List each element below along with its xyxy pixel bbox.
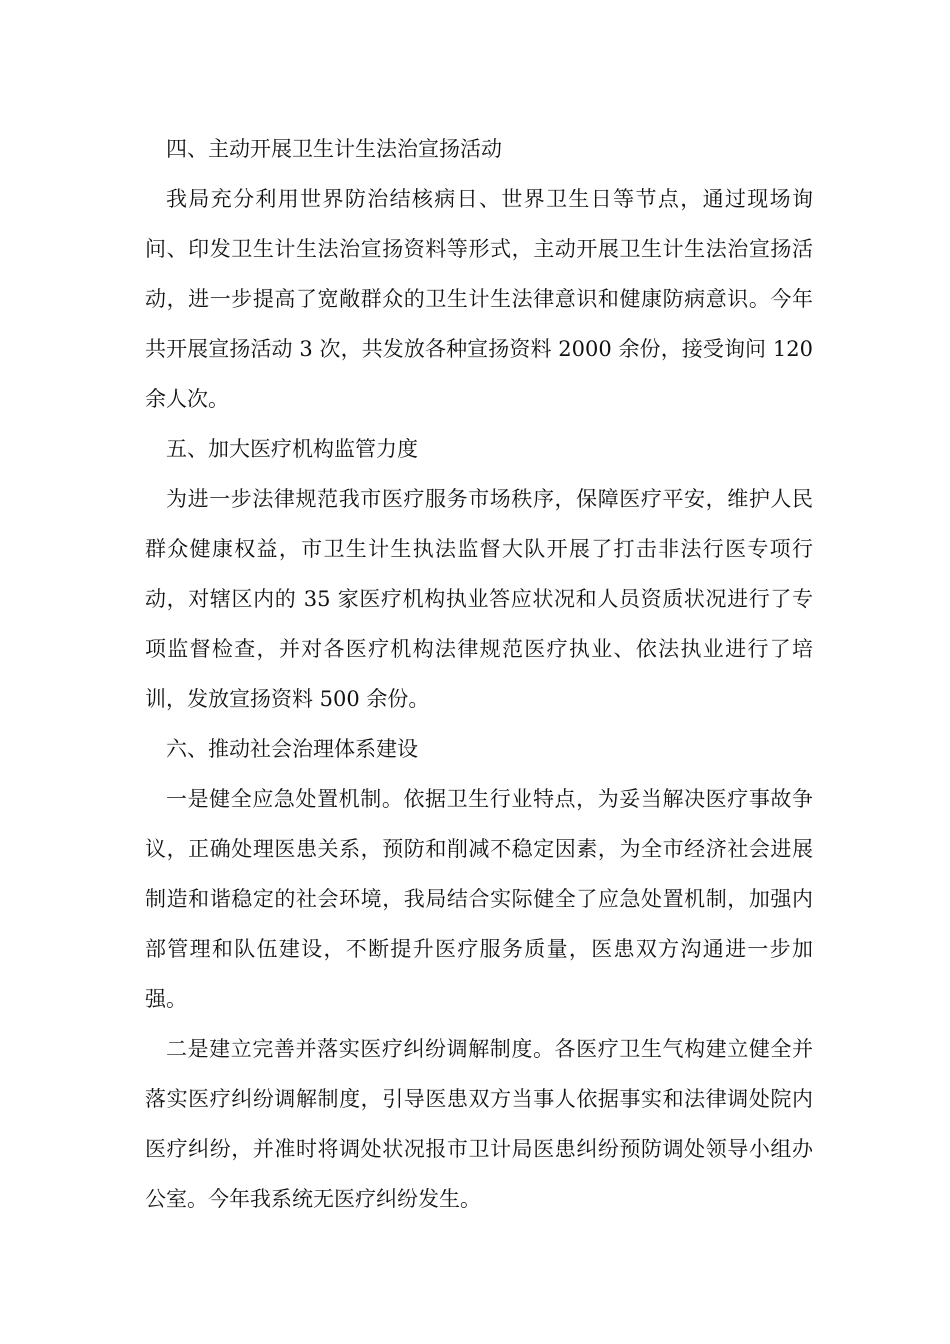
section-6-paragraph-2: 二是建立完善并落实医疗纠纷调解制度。各医疗卫生气构建立健全并落实医疗纠纷调解制度，引导医患双方当事人依据事实和法律调处院内医疗纠纷，并准时将调处状况报市卫计局医患纠纷预防调处领导小组办公室。今年我系统无医疗纠纷发生。 [145, 1037, 813, 1211]
section-heading-4: 四、主动开展卫生计生法治宣扬活动 [166, 137, 502, 161]
section-5-paragraph-1: 为进一步法律规范我市医疗服务市场秩序，保障医疗平安，维护人民群众健康权益，市卫生计生执法监督大队开展了打击非法行医专项行动，对辖区内的 35 家医疗机构执业答应状况和人员资质状况进行了专项监督检查，并对各医疗机构法律规范医疗执业、依法执业进行了培训，发放宣扬资料 500 余份。 [145, 487, 813, 711]
section-heading-6: 六、推动社会治理体系建设 [166, 737, 418, 761]
section-4-paragraph-1: 我局充分利用世界防治结核病日、世界卫生日等节点，通过现场询问、印发卫生计生法治宣扬资料等形式，主动开展卫生计生法治宣扬活动，进一步提高了宽敞群众的卫生计生法律意识和健康防病意识。今年共开展宣扬活动 3 次，共发放各种宣扬资料 2000 余份，接受询问 120 余人次。 [145, 187, 813, 411]
document-body [145, 124, 813, 1224]
section-heading-5: 五、加大医疗机构监管力度 [166, 437, 418, 461]
section-6-paragraph-1: 一是健全应急处置机制。依据卫生行业特点，为妥当解决医疗事故争议，正确处理医患关系，预防和削减不稳定因素，为全市经济社会进展制造和谐稳定的社会环境，我局结合实际健全了应急处置机制，加强内部管理和队伍建设，不断提升医疗服务质量，医患双方沟通进一步加强。 [145, 787, 813, 1011]
